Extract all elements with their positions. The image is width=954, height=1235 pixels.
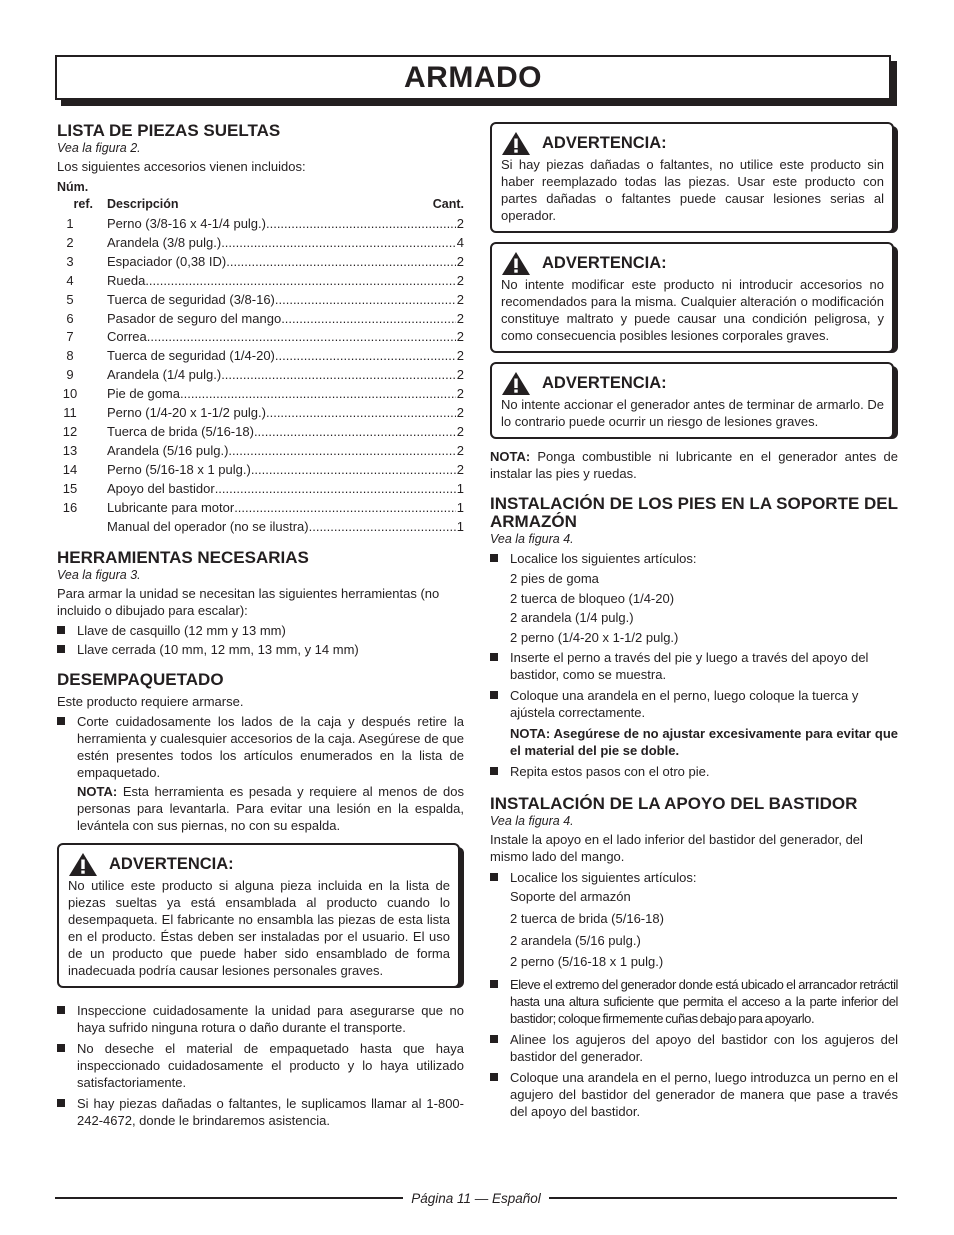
part-desc [107, 215, 456, 234]
list-item: Eleve el extremo del generador donde está ubicado el arrancador retráctil hasta una altura suficiente que permita el acceso a la parte inferior del bastidor; coloque firmemente cuñas debajo para apoyarlo. [490, 976, 898, 1027]
part-qty: 1 [456, 518, 464, 534]
part-ref: 4 [66, 272, 74, 288]
page-footer [55, 1188, 897, 1208]
table-row [57, 461, 464, 480]
parts-col-num: Núm. [57, 180, 89, 194]
list-item: Coloque una arandela en el perno, luego introduzca un perno en el agujero del bastidor del generador de manera que pase a través del apoyo del bastidor. [490, 1069, 898, 1120]
support-items [490, 886, 898, 973]
tools-heading: HERRAMIENTAS NECESARIAS [57, 548, 309, 568]
leader-dots [309, 518, 456, 537]
part-ref: 8 [66, 348, 74, 364]
feet-steps [490, 649, 898, 721]
fuel-note [490, 448, 898, 482]
list-item: Localice los siguientes artículos: [490, 869, 898, 886]
title-box [55, 55, 891, 100]
part-desc [107, 404, 456, 423]
part-desc [107, 518, 456, 537]
part-desc-text: Correa [107, 329, 147, 345]
part-desc-text: Espaciador (0,38 ID) [107, 253, 227, 269]
warning-label: ADVERTENCIA: [542, 133, 667, 152]
leader-dots [281, 310, 456, 329]
part-ref: 3 [66, 253, 74, 269]
part-qty: 2 [456, 291, 464, 307]
table-row [57, 385, 464, 404]
tools-list [57, 622, 464, 658]
table-row [57, 328, 464, 347]
part-ref: 7 [66, 329, 74, 345]
part-ref: 1 [66, 216, 74, 231]
parts-col-ref: ref. [73, 197, 93, 211]
leader-dots [221, 234, 456, 253]
part-ref: 10 [62, 386, 78, 402]
warning-label: ADVERTENCIA: [109, 854, 234, 873]
part-desc [107, 480, 456, 499]
list-item: Llave de casquillo (12 mm y 13 mm) [57, 622, 464, 639]
part-qty: 2 [456, 272, 464, 288]
unpacking-list [57, 713, 464, 781]
part-desc-text: Lubricante para motor [107, 499, 235, 515]
list-item: Si hay piezas dañadas o faltantes, le suplicamos llamar al 1-800-242-4672, donde le brindaremos asistencia. [57, 1095, 464, 1129]
part-desc [107, 272, 456, 291]
part-desc [107, 461, 456, 480]
part-desc-text: Tuerca de brida (5/16-18) [107, 423, 254, 439]
list-item: Alinee los agujeros del apoyo del bastidor con los agujeros del bastidor del generador. [490, 1031, 898, 1065]
warning-text: No intente modificar este producto ni introducir accesorios no recomendados para la misma. Cualquier alteración o modificación constituye maltrato y puede causar una condición peligrosa, y como consecuencia posibles lesiones corporales graves. [501, 277, 884, 343]
list-item: Llave cerrada (10 mm, 12 mm, 13 mm, y 14 mm) [57, 641, 464, 658]
parts-col-qty: Cant. [432, 197, 464, 211]
parts-intro: Los siguientes accesorios vienen incluidos: [57, 159, 306, 174]
part-desc-text: Arandela (1/4 pulg.) [107, 367, 222, 383]
feet-repeat [490, 763, 898, 780]
tools-figure-ref: Vea la figura 3. [57, 568, 141, 583]
table-row [57, 499, 464, 518]
footer-rule-right [549, 1197, 897, 1199]
leader-dots [266, 404, 456, 423]
part-desc-text: Pie de goma [107, 386, 180, 402]
part-ref: 5 [66, 291, 74, 307]
part-desc [107, 366, 456, 385]
feet-note: NOTA: Asegúrese de no ajustar excesivamente para evitar que el material del pie se doble. [510, 726, 898, 758]
part-ref [57, 518, 83, 537]
part-qty: 2 [456, 216, 464, 231]
table-row [57, 234, 464, 253]
warning-label: ADVERTENCIA: [542, 373, 667, 392]
warning-triangle-icon [501, 131, 531, 156]
note-label: NOTA: [77, 784, 118, 800]
part-desc [107, 385, 456, 404]
note-text: Ponga combustible ni lubricante en el generador antes de instalar las pies y ruedas. [490, 449, 898, 481]
page-number: Página 11 — Español [411, 1190, 541, 1206]
part-desc-text: Perno (1/4-20 x 1-1/2 pulg.) [107, 405, 266, 421]
parts-col-desc: Descripción [107, 197, 179, 211]
leader-dots [180, 385, 456, 404]
list-item: Repita estos pasos con el otro pie. [490, 763, 898, 780]
warning-box-3 [490, 362, 898, 439]
warning-box-1 [490, 122, 898, 233]
list-item: No deseche el material de empaquetado hasta que haya inspeccionado cuidadosamente el producto y lo haya utilizado satisfactoriamente. [57, 1040, 464, 1091]
part-desc-text: Rueda [107, 272, 146, 288]
part-ref: 2 [66, 234, 74, 250]
feet-heading: INSTALACIÓN DE LOS PIES EN LA SOPORTE DEL ARMAZÓN [490, 494, 898, 531]
part-ref: 12 [62, 423, 78, 439]
list-item: Localice los siguientes artículos: [490, 550, 898, 567]
unpacking-intro: Este producto requiere armarse. [57, 694, 244, 710]
part-desc-text: Tuerca de seguridad (1/4-20) [107, 348, 275, 364]
part-desc [107, 291, 456, 310]
part-desc-text: Apoyo del bastidor [107, 480, 215, 496]
support-steps [490, 976, 898, 1120]
warning-content [490, 362, 894, 439]
item-line: Soporte del armazón [510, 889, 631, 904]
left-column [57, 122, 464, 1129]
table-row [57, 253, 464, 272]
leader-dots [254, 423, 456, 442]
table-row [57, 518, 464, 537]
part-desc [107, 328, 456, 347]
part-desc-text: Arandela (3/8 pulg.) [107, 234, 222, 250]
leader-dots [221, 366, 456, 385]
part-ref: 11 [63, 405, 77, 421]
part-desc [107, 499, 456, 518]
part-qty: 1 [456, 480, 464, 496]
list-item: Corte cuidadosamente los lados de la caja y después retire la herramienta y cualesquier accesorios de la caja. Asegúrese de que estén presentes todos los artículos enumerados en la lista de empaquetado. [57, 713, 464, 781]
part-qty: 2 [456, 348, 464, 364]
list-item: Coloque una arandela en el perno, luego coloque la tuerca y ajústela correctamente. [490, 687, 898, 721]
note-text: Esta herramienta es pesada y requiere al menos de dos personas para levantarla. Para evitar una lesión en la espalda, levántela con sus piernas, no con su espalda. [77, 784, 464, 834]
part-qty: 2 [456, 386, 464, 402]
leader-dots [215, 480, 456, 499]
support-figure-ref: Vea la figura 4. [490, 814, 574, 828]
item-line: 2 perno (5/16-18 x 1 pulg.) [510, 954, 664, 970]
part-ref: 14 [62, 461, 78, 477]
part-qty: 2 [456, 310, 464, 326]
warning-triangle-icon [501, 251, 531, 276]
item-line: 2 arandela (1/4 pulg.) [510, 610, 634, 625]
table-row [57, 310, 464, 329]
leader-dots [234, 499, 456, 518]
parts-list [57, 215, 464, 536]
part-qty: 2 [456, 442, 464, 458]
warning-text: No intente accionar el generador antes de terminar de armarlo. De lo contrario puede ocurrir un riesgo de lesiones graves. [501, 397, 884, 429]
table-row [57, 480, 464, 499]
table-row [57, 423, 464, 442]
part-desc [107, 310, 456, 329]
part-ref: 15 [62, 480, 78, 496]
part-desc-text: Tuerca de seguridad (3/8-16) [107, 291, 275, 307]
warning-box-unpacking [57, 843, 464, 988]
table-row [57, 272, 464, 291]
part-ref: 9 [66, 367, 74, 383]
item-line: 2 pies de goma [510, 571, 599, 586]
warning-text: No utilice este producto si alguna pieza incluida en la lista de piezas sueltas ya está ensamblada al producto cuando lo desempaqueta. El fabricante no ensambla las piezas de esta lista en el producto. Éstas deben ser instaladas por el usuario. El uso de un producto que puede haber sido ensamblado de forma inadecuada podría causar lesiones personales graves. [68, 878, 450, 979]
list-item: Inspeccione cuidadosamente la unidad para asegurarse que no haya sufrido ninguna rotura o daño durante el transporte. [57, 1002, 464, 1036]
leader-dots [145, 272, 456, 291]
part-qty: 2 [456, 329, 464, 345]
item-line: 2 arandela (5/16 pulg.) [510, 932, 641, 948]
support-heading: INSTALACIÓN DE LA APOYO DEL BASTIDOR [490, 794, 858, 813]
warning-content [57, 843, 460, 988]
part-desc-text: Arandela (5/16 pulg.) [107, 442, 229, 458]
leader-dots [251, 461, 456, 480]
table-row [57, 442, 464, 461]
support-intro: Instale la apoyo en el lado inferior del bastidor del generador, del mismo lado del mango. [490, 832, 863, 864]
warning-triangle-icon [501, 371, 531, 396]
part-desc [107, 347, 456, 366]
feet-items [490, 569, 898, 647]
warning-label: ADVERTENCIA: [542, 253, 667, 272]
part-qty: 2 [456, 405, 464, 421]
part-desc-text: Manual del operador (no se ilustra) [107, 518, 309, 534]
part-desc [107, 423, 456, 442]
leader-dots [266, 215, 456, 234]
parts-figure-ref: Vea la figura 2. [57, 141, 141, 155]
part-desc [107, 442, 456, 461]
footer-rule-left [55, 1197, 403, 1199]
part-desc-text: Perno (5/16-18 x 1 pulg.) [107, 461, 251, 477]
table-row [57, 366, 464, 385]
part-ref: 6 [66, 310, 74, 326]
page-title: ARMADO [404, 60, 542, 94]
list-item: Inserte el perno a través del pie y luego a través del apoyo del bastidor, como se muestra. [490, 649, 898, 683]
part-desc-text: Perno (3/8-16 x 4-1/4 pulg.) [107, 216, 266, 231]
part-qty: 2 [456, 423, 464, 439]
note-label: NOTA: [490, 449, 531, 464]
support-list [490, 869, 898, 886]
part-qty: 4 [456, 234, 464, 250]
unpacking-heading: DESEMPAQUETADO [57, 670, 224, 690]
table-row [57, 347, 464, 366]
title-banner [55, 55, 897, 106]
part-qty: 2 [456, 461, 464, 477]
part-qty: 2 [456, 253, 464, 269]
part-desc [107, 234, 456, 253]
parts-heading: LISTA DE PIEZAS SUELTAS [57, 121, 281, 140]
right-column [490, 122, 898, 1120]
unpacking-bullets [57, 1002, 464, 1129]
parts-table-header [57, 179, 464, 213]
leader-dots [275, 347, 456, 366]
table-row [57, 291, 464, 310]
part-qty: 2 [456, 367, 464, 383]
leader-dots [147, 328, 456, 347]
item-line: 2 perno (1/4-20 x 1-1/2 pulg.) [510, 629, 679, 645]
warning-triangle-icon [68, 852, 98, 877]
feet-figure-ref: Vea la figura 4. [490, 532, 574, 546]
warning-text: Si hay piezas dañadas o faltantes, no utilice este producto sin haber reemplazado todas las piezas. Usar este producto con partes dañadas o faltantes puede causar lesiones serias al operador. [501, 157, 884, 223]
warning-content [490, 242, 894, 353]
leader-dots [275, 291, 456, 310]
item-line: 2 tuerca de bloqueo (1/4-20) [510, 590, 675, 606]
part-ref: 16 [62, 499, 78, 515]
part-desc [107, 253, 456, 272]
part-ref: 13 [62, 442, 78, 458]
feet-list [490, 550, 898, 567]
table-row [57, 404, 464, 423]
warning-content [490, 122, 894, 233]
table-row [57, 215, 464, 234]
part-desc-text: Pasador de seguro del mango [107, 310, 282, 326]
leader-dots [228, 442, 456, 461]
item-line: 2 tuerca de brida (5/16-18) [510, 910, 664, 926]
warning-box-2 [490, 242, 898, 353]
leader-dots [226, 253, 456, 272]
unpacking-note [57, 783, 464, 834]
tools-intro: Para armar la unidad se necesitan las siguientes herramientas (no incluido o dibujado para escalar): [57, 586, 440, 619]
part-qty: 1 [456, 499, 464, 515]
